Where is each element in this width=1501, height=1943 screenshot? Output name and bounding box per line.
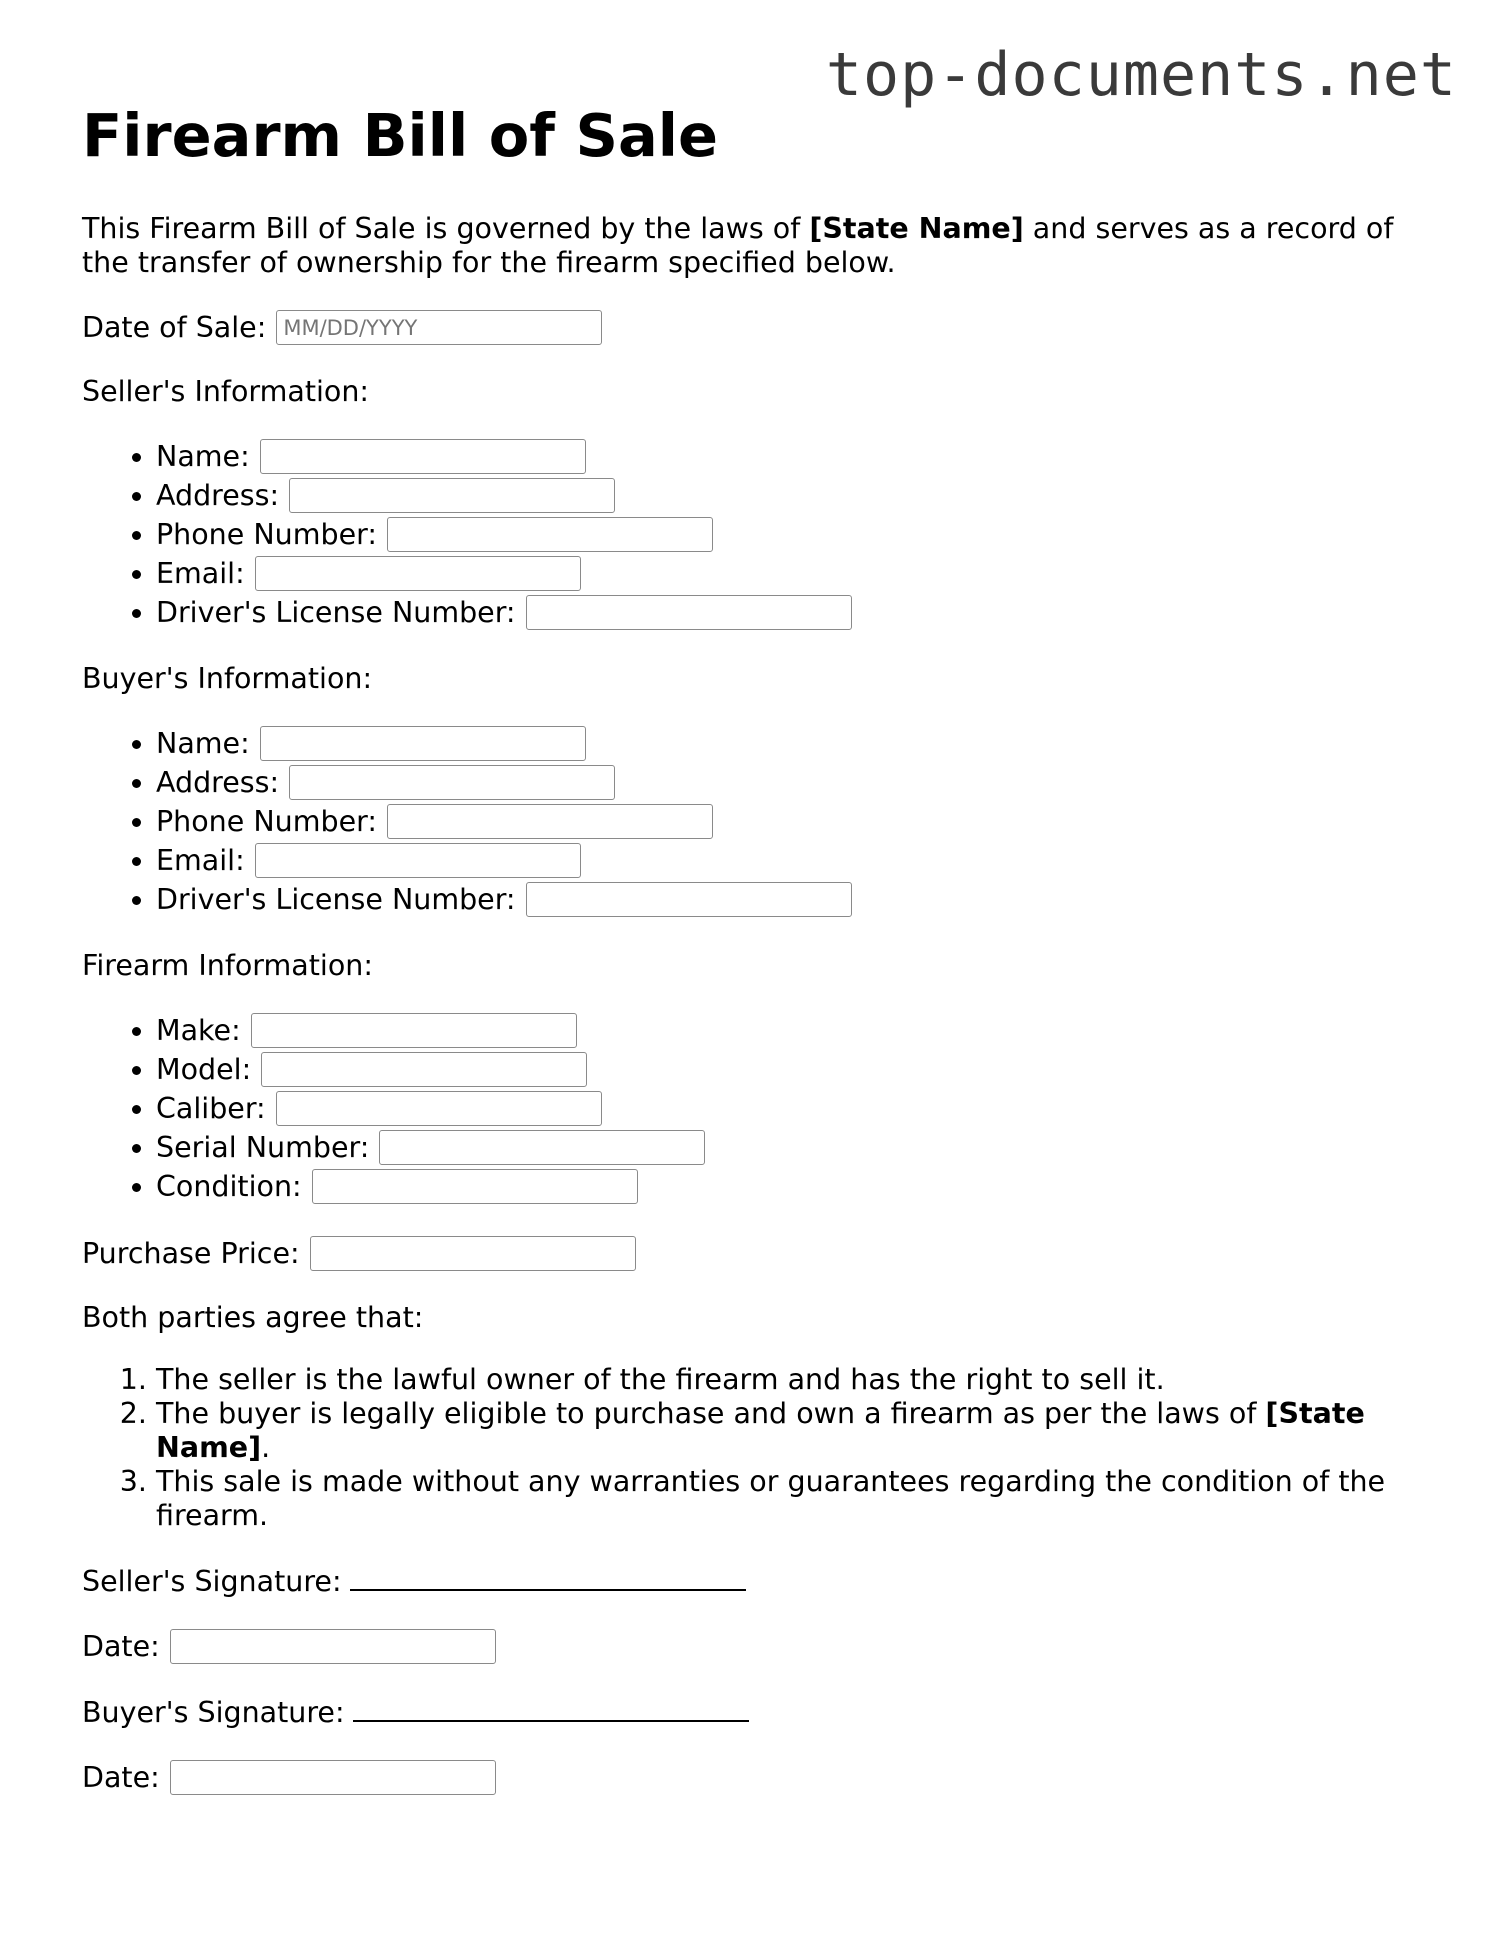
- seller-phone-input[interactable]: [387, 517, 713, 552]
- term-3-text: This sale is made without any warranties or guarantees regarding the condition of the firearm.: [156, 1465, 1386, 1532]
- buyer-license-input[interactable]: [526, 882, 852, 917]
- firearm-serial-input[interactable]: [379, 1130, 705, 1165]
- list-item: [156, 1011, 1422, 1050]
- buyer-address-input[interactable]: [289, 765, 615, 800]
- seller-email-label: • Email:: [156, 557, 245, 590]
- firearm-heading: Firearm Information:: [82, 949, 373, 982]
- buyer-email-input[interactable]: [255, 843, 581, 878]
- agreement-term: [156, 1363, 1422, 1397]
- list-item: [156, 802, 1422, 841]
- agreement-term: [156, 1465, 1422, 1533]
- firearm-caliber-label: • Caliber:: [156, 1092, 266, 1125]
- seller-signature-label: Seller's Signature:: [82, 1565, 342, 1598]
- buyer-license-label: • Driver's License Number:: [156, 883, 516, 916]
- firearm-model-input[interactable]: [261, 1052, 587, 1087]
- seller-name-label: • Name:: [156, 440, 250, 473]
- buyer-name-label: • Name:: [156, 727, 250, 760]
- agreement-terms: [82, 1363, 1422, 1533]
- agreement-term: [156, 1397, 1422, 1465]
- list-item: [156, 1128, 1422, 1167]
- seller-name-input[interactable]: [260, 439, 586, 474]
- firearm-condition-input[interactable]: [312, 1169, 638, 1204]
- seller-heading: Seller's Information:: [82, 375, 370, 408]
- firearm-model-label: • Model:: [156, 1053, 252, 1086]
- term-1-text: The seller is the lawful owner of the firearm and has the right to sell it.: [156, 1363, 1165, 1396]
- list-item: [156, 593, 1422, 632]
- list-item: [156, 841, 1422, 880]
- buyer-address-label: • Address:: [156, 766, 280, 799]
- page-title: Firearm Bill of Sale: [82, 101, 719, 170]
- seller-email-input[interactable]: [255, 556, 581, 591]
- purchase-price-input[interactable]: [310, 1236, 636, 1271]
- term-2-text-before: The buyer is legally eligible to purchase and own a firearm as per the laws of: [156, 1397, 1266, 1430]
- purchase-price-row: [82, 1236, 1422, 1271]
- list-item: [156, 515, 1422, 554]
- list-item: [156, 724, 1422, 763]
- buyer-signature-line[interactable]: [353, 1694, 749, 1722]
- date-of-sale-label: Date of Sale:: [82, 310, 267, 344]
- buyer-signature-row: [82, 1694, 1422, 1730]
- seller-fields: [82, 437, 1422, 632]
- list-item: [156, 476, 1422, 515]
- list-item: [156, 1089, 1422, 1128]
- agreement-heading: Both parties agree that:: [82, 1301, 424, 1334]
- seller-signature-row: [82, 1563, 1422, 1599]
- date-of-sale-row: [82, 310, 1422, 345]
- term-2-state-name: [State Name]: [156, 1397, 1365, 1464]
- intro-state-name: [State Name]: [809, 212, 1024, 245]
- seller-date-row: [82, 1629, 1422, 1664]
- firearm-make-label: • Make:: [156, 1014, 241, 1047]
- seller-date-label: Date:: [82, 1629, 160, 1663]
- document-body: [82, 100, 1422, 1825]
- buyer-name-input[interactable]: [260, 726, 586, 761]
- list-item: [156, 437, 1422, 476]
- intro-text-after: and serves as a record of the transfer of ownership for the firearm specified below.: [82, 212, 1394, 279]
- buyer-phone-label: • Phone Number:: [156, 805, 377, 838]
- seller-date-input[interactable]: [170, 1629, 496, 1664]
- buyer-phone-input[interactable]: [387, 804, 713, 839]
- list-item: [156, 554, 1422, 593]
- buyer-heading: Buyer's Information:: [82, 662, 373, 695]
- seller-address-label: • Address:: [156, 479, 280, 512]
- date-of-sale-input[interactable]: [276, 310, 602, 345]
- site-watermark: top-documents.net: [825, 40, 1457, 110]
- firearm-caliber-input[interactable]: [276, 1091, 602, 1126]
- intro-text-before: This Firearm Bill of Sale is governed by the laws of: [82, 212, 810, 245]
- seller-license-input[interactable]: [526, 595, 852, 630]
- list-item: [156, 1167, 1422, 1206]
- list-item: [156, 880, 1422, 919]
- buyer-date-row: [82, 1760, 1422, 1795]
- seller-phone-label: • Phone Number:: [156, 518, 377, 551]
- intro-paragraph: [82, 212, 1422, 280]
- seller-address-input[interactable]: [289, 478, 615, 513]
- buyer-signature-label: Buyer's Signature:: [82, 1696, 345, 1729]
- firearm-make-input[interactable]: [251, 1013, 577, 1048]
- seller-signature-line[interactable]: [350, 1563, 746, 1591]
- firearm-serial-label: • Serial Number:: [156, 1131, 370, 1164]
- buyer-fields: [82, 724, 1422, 919]
- purchase-price-label: Purchase Price:: [82, 1236, 300, 1270]
- firearm-fields: [82, 1011, 1422, 1206]
- seller-license-label: • Driver's License Number:: [156, 596, 516, 629]
- firearm-condition-label: • Condition:: [156, 1170, 302, 1203]
- buyer-email-label: • Email:: [156, 844, 245, 877]
- term-2-text-after: .: [261, 1431, 271, 1464]
- buyer-date-label: Date:: [82, 1760, 160, 1794]
- list-item: [156, 763, 1422, 802]
- buyer-date-input[interactable]: [170, 1760, 496, 1795]
- list-item: [156, 1050, 1422, 1089]
